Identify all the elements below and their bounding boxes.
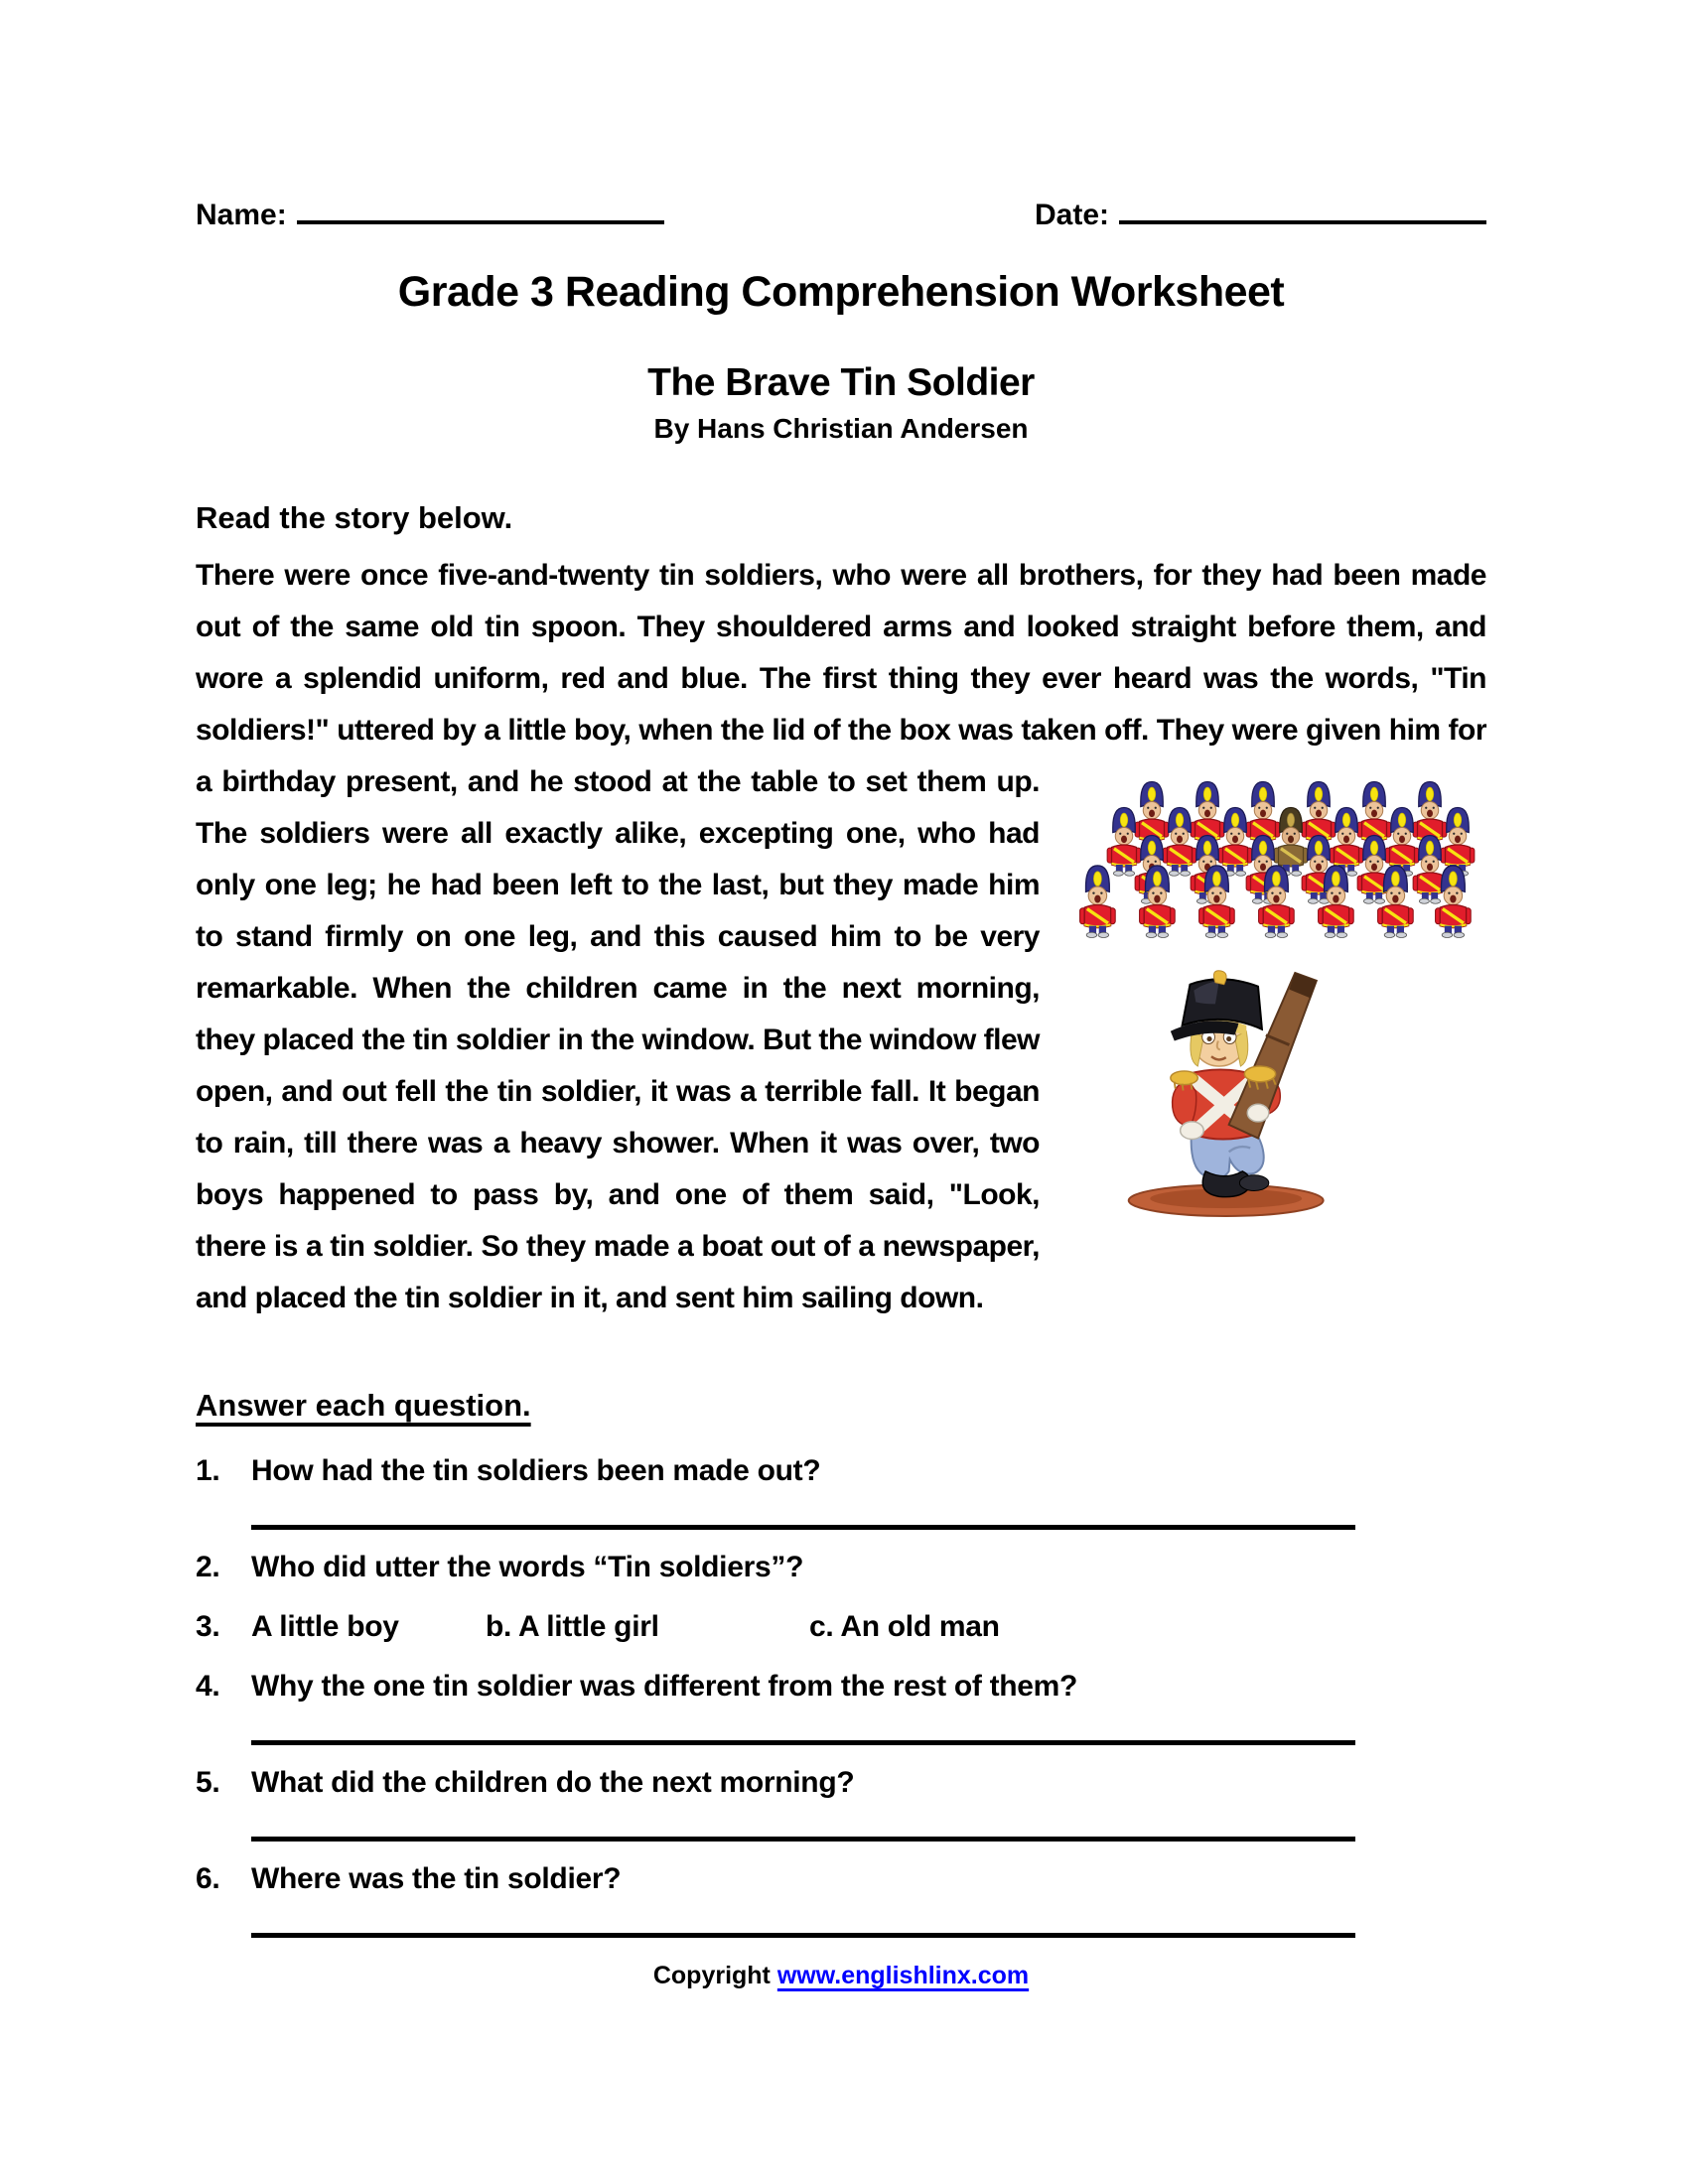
name-blank-line	[297, 214, 664, 224]
byline: By Hans Christian Andersen	[653, 413, 1029, 444]
story-part1: There were once five-and-twenty tin soldiers, who were all brothers, for they had been made out of the same old tin spoon. They shouldered arms and looked straight before them, and wore a splendid uniform, red and blue. The first thing they ever heard was the words, "Tin soldiers!" uttered by a little boy, when the lid of the box was taken off. They were given him for a birthday	[196, 559, 1486, 798]
footer	[196, 1962, 1486, 1990]
option-a: A little boy	[251, 1610, 399, 1643]
answer-line-6	[251, 1933, 1355, 1938]
question-1-number: 1.	[196, 1454, 220, 1487]
answer-heading: Answer each question.	[196, 1388, 531, 1423]
question-3-number: 3.	[196, 1610, 220, 1643]
answer-line-1	[251, 1525, 1355, 1530]
answer-line-4	[251, 1740, 1355, 1745]
question-2-text: Who did utter the words “Tin soldiers”?	[251, 1551, 804, 1583]
date-label: Date:	[1034, 199, 1109, 231]
englishlinx-link[interactable]: www.englishlinx.com	[776, 1962, 1030, 1989]
question-6-number: 6.	[196, 1862, 220, 1895]
single-soldier	[1129, 971, 1324, 1216]
question-3-options	[251, 1605, 1000, 1649]
date-blank-line	[1119, 214, 1486, 224]
question-2	[196, 1546, 1486, 1589]
date-field	[1035, 199, 1486, 232]
question-5	[196, 1761, 1486, 1805]
option-b: b. A little girl	[486, 1610, 659, 1643]
question-6-text: Where was the tin soldier?	[251, 1862, 622, 1895]
read-instruction: Read the story below.	[196, 500, 513, 535]
question-1-text: How had the tin soldiers been made out?	[251, 1454, 821, 1487]
page-title: Grade 3 Reading Comprehension Worksheet	[397, 268, 1285, 316]
question-1	[196, 1449, 1486, 1493]
soldier-crowd	[1080, 782, 1475, 938]
question-3	[196, 1605, 1486, 1649]
question-5-number: 5.	[196, 1766, 220, 1799]
answer-line-5	[251, 1837, 1355, 1842]
story-part2: present, and he stood at the table to set them up. The soldiers were all exactly alike, excepting one, who had only one leg; he had been left to the last, but they made him to stand firmly on one leg, and this caused him to be very remarkable. When the children came in the next morning, they placed the tin soldier in the window. But the window flew open, and out fell the tin soldier, it was a terrible fall. It began to rain, till there was a heavy shower. When it was over, two boys happened to pass by, and one of them said, "Look, there is a tin soldier. So they made a boat out of a newspaper, and placed the tin soldier in it, and sent him sailing down.	[196, 765, 1041, 1314]
tin-soldiers-image	[1059, 760, 1486, 1247]
tin-soldiers-illustration	[1059, 760, 1486, 1247]
question-4-number: 4.	[196, 1670, 220, 1703]
question-4	[196, 1665, 1486, 1708]
question-6	[196, 1857, 1486, 1901]
story-title: The Brave Tin Soldier	[647, 361, 1035, 404]
name-field	[196, 199, 664, 232]
header-row	[196, 199, 1486, 232]
question-4-text: Why the one tin soldier was different from the rest of them?	[251, 1670, 1078, 1703]
story-text	[196, 550, 1486, 1324]
question-2-number: 2.	[196, 1551, 220, 1583]
option-c: c. An old man	[809, 1610, 1000, 1643]
copyright-label: Copyright	[652, 1962, 777, 1989]
name-label: Name:	[196, 199, 287, 231]
questions-list	[196, 1449, 1486, 1938]
question-5-text: What did the children do the next morning?	[251, 1766, 855, 1799]
